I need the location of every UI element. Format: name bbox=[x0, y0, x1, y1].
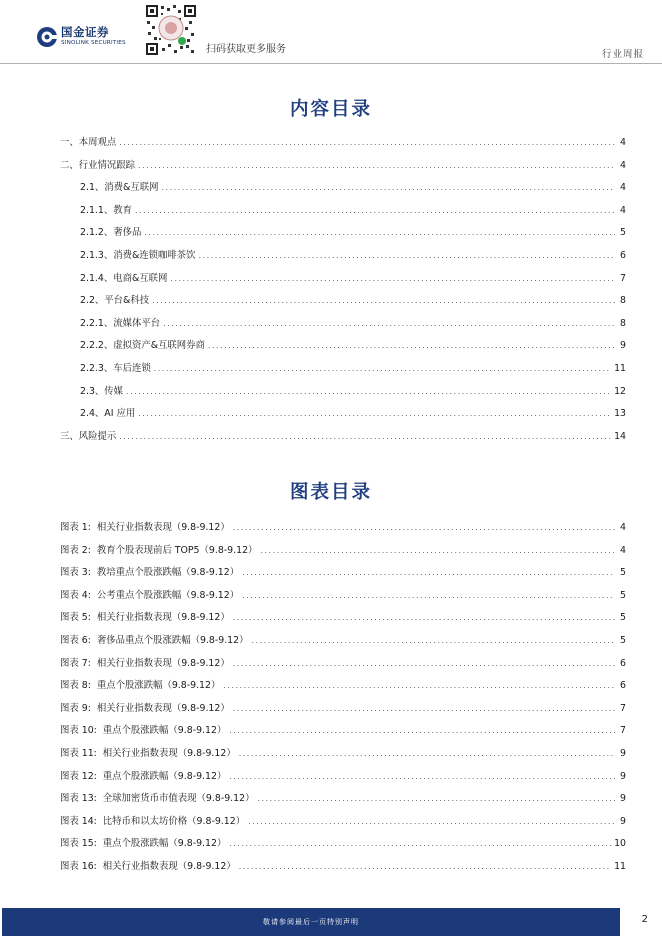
contents-entry-page: 12 bbox=[614, 385, 626, 397]
dot-leader bbox=[257, 794, 615, 803]
figure-entry[interactable] bbox=[60, 609, 626, 623]
contents-entry[interactable] bbox=[80, 270, 626, 284]
contents-entry-label: 三、风险提示 bbox=[60, 430, 117, 442]
contents-entry-page: 11 bbox=[614, 363, 626, 374]
contents-entry-page: 8 bbox=[620, 295, 626, 307]
dot-leader bbox=[119, 432, 611, 441]
contents-entry-page: 4 bbox=[620, 182, 626, 194]
figure-entry[interactable] bbox=[60, 790, 626, 804]
contents-entry-label: 一、本周观点 bbox=[60, 137, 117, 148]
figure-entry-page: 4 bbox=[620, 544, 626, 556]
dot-leader bbox=[170, 274, 615, 283]
page-number: 2 bbox=[641, 914, 648, 925]
dot-leader bbox=[239, 749, 615, 758]
figure-entry-page: 4 bbox=[620, 522, 626, 533]
dot-leader bbox=[242, 568, 615, 577]
dot-leader bbox=[251, 636, 615, 645]
contents-entry-label: 2.1.4、电商&互联网 bbox=[80, 272, 168, 284]
dot-leader bbox=[208, 341, 615, 350]
figure-entry-page: 7 bbox=[620, 725, 626, 737]
contents-entry-page: 7 bbox=[620, 272, 626, 284]
contents-entry[interactable] bbox=[80, 292, 626, 306]
figure-entry-page: 6 bbox=[620, 680, 626, 692]
contents-entry-page: 6 bbox=[620, 250, 626, 261]
figure-entry[interactable] bbox=[60, 858, 626, 872]
figure-entry[interactable] bbox=[60, 700, 626, 714]
contents-entry[interactable] bbox=[60, 134, 626, 148]
figure-entry-page: 5 bbox=[620, 567, 626, 579]
figure-entry[interactable] bbox=[60, 587, 626, 601]
contents-entry[interactable] bbox=[80, 383, 626, 397]
dot-leader bbox=[138, 409, 611, 418]
figure-entry-page: 6 bbox=[620, 657, 626, 669]
figure-entry-label: 图表 7: 相关行业指数表现（9.8-9.12） bbox=[60, 657, 230, 669]
figure-entry-label: 图表 9: 相关行业指数表现（9.8-9.12） bbox=[60, 702, 230, 714]
dot-leader bbox=[163, 319, 615, 328]
dot-leader bbox=[152, 296, 615, 305]
figure-entry-label: 图表 13: 全球加密货币市值表现（9.8-9.12） bbox=[60, 793, 255, 805]
figure-entry[interactable] bbox=[60, 655, 626, 669]
contents-entry-label: 2.3、传媒 bbox=[80, 385, 124, 397]
logo-chinese-name: 国金证券 bbox=[61, 25, 109, 40]
contents-entry-label: 2.4、AI 应用 bbox=[80, 408, 136, 420]
contents-entry-page: 4 bbox=[620, 137, 626, 148]
figure-entry[interactable] bbox=[60, 632, 626, 646]
contents-entry[interactable] bbox=[80, 337, 626, 351]
figure-entry-label: 图表 8: 重点个股涨跌幅（9.8-9.12） bbox=[60, 680, 221, 692]
page-header bbox=[0, 0, 662, 64]
contents-entry[interactable] bbox=[80, 315, 626, 329]
contents-entry-page: 4 bbox=[620, 159, 626, 171]
contents-entry[interactable] bbox=[80, 179, 626, 193]
contents-entry[interactable] bbox=[60, 428, 626, 442]
dot-leader bbox=[233, 523, 615, 532]
figure-entry[interactable] bbox=[60, 677, 626, 691]
figure-entry-page: 5 bbox=[620, 612, 626, 624]
sinolink-logo[interactable] bbox=[36, 26, 126, 48]
figure-entry-label: 图表 2: 教育个股表现前后 TOP5（9.8-9.12） bbox=[60, 544, 258, 556]
logo-english-name: SINOLINK SECURITIES bbox=[61, 39, 126, 46]
dot-leader bbox=[239, 862, 611, 871]
figure-entry[interactable] bbox=[60, 813, 626, 827]
figure-entry-label: 图表 6: 奢侈品重点个股涨跌幅（9.8-9.12） bbox=[60, 635, 249, 646]
dot-leader bbox=[233, 613, 615, 622]
contents-entry-label: 2.2.1、流媒体平台 bbox=[80, 317, 161, 329]
figure-entry-page: 10 bbox=[614, 838, 626, 850]
dot-leader bbox=[229, 839, 611, 848]
figure-entry-label: 图表 1: 相关行业指数表现（9.8-9.12） bbox=[60, 522, 230, 533]
contents-entry[interactable] bbox=[80, 202, 626, 216]
dot-leader bbox=[119, 138, 615, 147]
dot-leader bbox=[199, 251, 615, 260]
dot-leader bbox=[260, 546, 615, 555]
figure-entry-page: 11 bbox=[614, 861, 626, 872]
contents-entry-label: 2.1.1、教育 bbox=[80, 204, 132, 216]
sinolink-logo-icon bbox=[36, 26, 58, 48]
contents-entry[interactable] bbox=[80, 405, 626, 419]
contents-entry-label: 2.1.2、奢侈品 bbox=[80, 227, 142, 239]
figure-entry-page: 9 bbox=[620, 748, 626, 759]
figure-entry-label: 图表 5: 相关行业指数表现（9.8-9.12） bbox=[60, 612, 230, 624]
contents-entry[interactable] bbox=[80, 247, 626, 261]
dot-leader bbox=[229, 726, 615, 735]
dot-leader bbox=[138, 161, 615, 170]
contents-entry-page: 8 bbox=[620, 317, 626, 329]
contents-entry-page: 5 bbox=[620, 227, 626, 239]
figure-entry-page: 5 bbox=[620, 635, 626, 646]
figure-entry-label: 图表 16: 相关行业指数表现（9.8-9.12） bbox=[60, 861, 236, 872]
contents-entry-label: 2.1、消费&互联网 bbox=[80, 182, 159, 194]
figure-entry-page: 9 bbox=[620, 793, 626, 805]
header-divider bbox=[0, 63, 662, 64]
figure-entry[interactable] bbox=[60, 542, 626, 556]
figure-entry-label: 图表 15: 重点个股涨跌幅（9.8-9.12） bbox=[60, 838, 227, 850]
figure-entry-label: 图表 4: 公考重点个股涨跌幅（9.8-9.12） bbox=[60, 589, 240, 601]
report-type-label: 行业周报 bbox=[601, 49, 644, 60]
figure-entry-label: 图表 11: 相关行业指数表现（9.8-9.12） bbox=[60, 748, 236, 759]
figure-entry[interactable] bbox=[60, 564, 626, 578]
contents-title: 内容目录 bbox=[289, 99, 372, 120]
figure-entry-label: 图表 10: 重点个股涨跌幅（9.8-9.12） bbox=[60, 725, 227, 737]
footer-bar: 敬请参阅最后一页特别声明 bbox=[2, 908, 620, 936]
contents-entry-page: 4 bbox=[620, 204, 626, 216]
figure-entry-page: 9 bbox=[620, 770, 626, 782]
dot-leader bbox=[135, 206, 615, 215]
figure-entry-label: 图表 3: 教培重点个股涨跌幅（9.8-9.12） bbox=[60, 567, 240, 579]
figure-entry[interactable] bbox=[60, 722, 626, 736]
contents-entry[interactable] bbox=[80, 360, 626, 374]
dot-leader bbox=[229, 772, 615, 781]
contents-entry[interactable] bbox=[60, 157, 626, 171]
figure-entry[interactable] bbox=[60, 519, 626, 533]
contents-entry-label: 2.2、平台&科技 bbox=[80, 295, 150, 307]
dot-leader bbox=[248, 817, 615, 826]
contents-entry-label: 2.2.2、虚拟资产&互联网券商 bbox=[80, 340, 205, 352]
contents-entry-page: 9 bbox=[620, 340, 626, 352]
dot-leader bbox=[126, 387, 611, 396]
dot-leader bbox=[233, 659, 615, 668]
figure-entry-page: 7 bbox=[620, 702, 626, 714]
contents-entry-page: 13 bbox=[614, 408, 626, 420]
figure-entry[interactable] bbox=[60, 835, 626, 849]
dot-leader bbox=[161, 183, 615, 192]
dot-leader bbox=[223, 681, 615, 690]
dot-leader bbox=[144, 228, 615, 237]
qr-code-icon[interactable] bbox=[145, 4, 197, 56]
contents-entry-page: 14 bbox=[614, 430, 626, 442]
contents-entry-label: 二、行业情况跟踪 bbox=[60, 159, 136, 171]
dot-leader bbox=[233, 704, 615, 713]
figure-entry-page: 9 bbox=[620, 815, 626, 827]
figure-entry-page: 5 bbox=[620, 589, 626, 601]
figure-entry[interactable] bbox=[60, 745, 626, 759]
figures-title: 图表目录 bbox=[289, 482, 372, 503]
figure-entry[interactable] bbox=[60, 768, 626, 782]
qr-caption: 扫码获取更多服务 bbox=[206, 44, 286, 55]
dot-leader bbox=[242, 591, 615, 600]
contents-entry[interactable] bbox=[80, 224, 626, 238]
contents-entry-label: 2.2.3、车后连锁 bbox=[80, 363, 151, 374]
figure-entry-label: 图表 14: 比特币和以太坊价格（9.8-9.12） bbox=[60, 815, 246, 827]
contents-entry-label: 2.1.3、消费&连锁咖啡茶饮 bbox=[80, 250, 196, 261]
dot-leader bbox=[154, 364, 611, 373]
figure-entry-label: 图表 12: 重点个股涨跌幅（9.8-9.12） bbox=[60, 770, 227, 782]
